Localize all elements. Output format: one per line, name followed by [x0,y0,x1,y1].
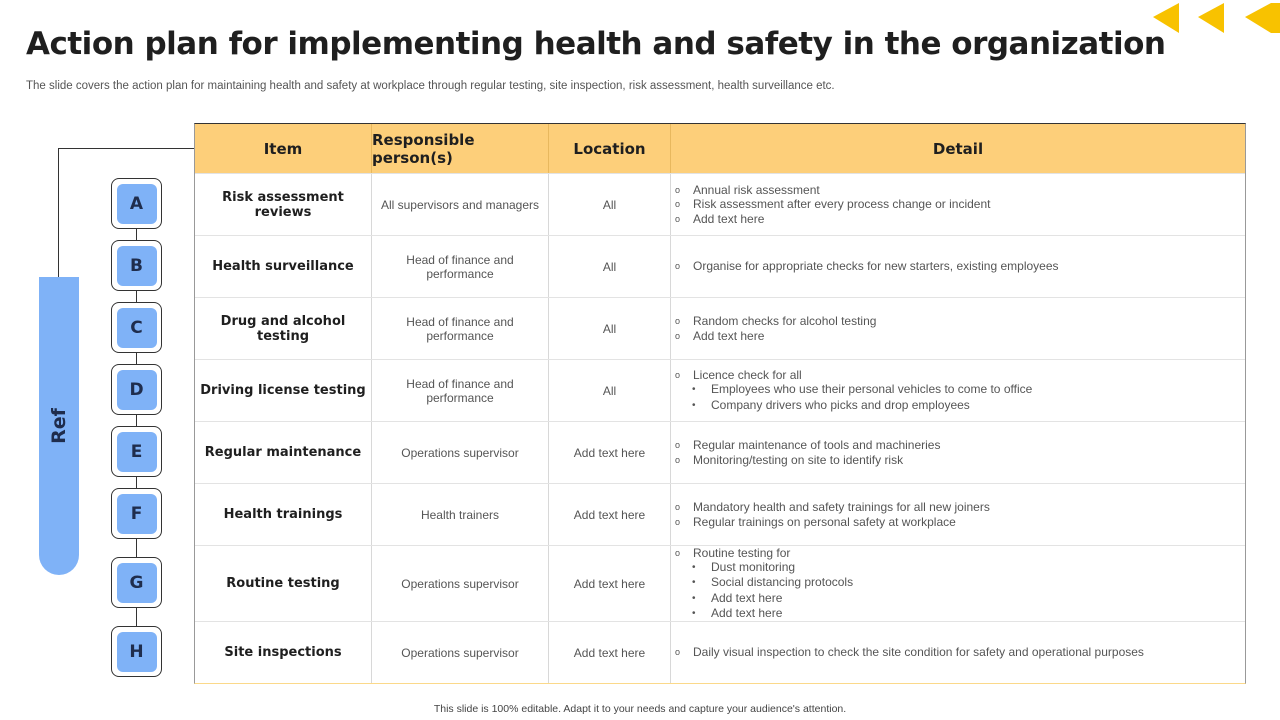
ref-badge [111,240,162,291]
item-cell: Risk assessment reviews [195,174,372,235]
bullet-icon: • [692,592,696,604]
responsible-cell: All supervisors and managers [372,174,549,235]
detail-list [675,438,940,467]
detail-text: Monitoring/testing on site to identify risk [693,452,904,467]
ref-badge [111,364,162,415]
detail-item [675,183,990,197]
detail-text: Annual risk assessment [693,183,820,198]
ref-letter: H [117,632,157,672]
detail-item [675,500,990,514]
detail-text: Add text here [711,590,783,605]
responsible-cell: Operations supervisor [372,546,549,621]
circle-bullet-icon: o [675,213,681,224]
bullet-icon: • [692,399,696,411]
ref-badge [111,626,162,677]
table-row [195,545,1245,621]
location-cell: Add text here [549,484,671,545]
responsible-cell: Health trainers [372,484,549,545]
header-item: Item [195,124,372,173]
circle-bullet-icon: o [675,199,681,210]
detail-item [675,398,1032,413]
ref-badge [111,302,162,353]
item-cell: Regular maintenance [195,422,372,483]
table-row [195,235,1245,297]
detail-text: Employees who use their personal vehicles to come to office [711,382,1033,397]
item-cell: Health surveillance [195,236,372,297]
detail-text: Random checks for alcohol testing [693,314,877,329]
slide-subtitle: The slide covers the action plan for maintaining health and safety at workplace through regular testing, site inspection, risk assessment, health surveillance etc. [26,80,835,92]
header-responsible: Responsible person(s) [372,124,549,173]
circle-bullet-icon: o [675,261,681,272]
detail-text: Dust monitoring [711,560,796,575]
table-body [195,173,1245,683]
header-detail: Detail [932,139,984,158]
detail-list [675,645,1144,659]
detail-item [675,606,853,621]
location-cell: All [549,236,671,297]
detail-cell [671,360,1245,421]
detail-item [675,212,990,226]
ref-letter: A [117,184,157,224]
detail-text: Company drivers who picks and drop employees [711,397,970,412]
detail-item [675,546,853,560]
ref-connector-vertical [58,148,59,278]
ref-connector-horizontal [58,148,194,149]
ref-letter: E [117,432,157,472]
circle-bullet-icon: o [675,454,681,465]
chevron-decoration-icon [1150,0,1280,36]
circle-bullet-icon: o [675,547,681,558]
left-arrow-icon [1245,3,1271,33]
detail-text: Add text here [693,211,765,226]
circle-bullet-icon: o [675,440,681,451]
table-row [195,621,1245,683]
detail-cell [671,484,1245,545]
detail-item [675,560,853,575]
table-header [195,124,1245,173]
detail-cell [671,236,1245,297]
left-arrow-icon [1198,3,1224,33]
circle-bullet-icon: o [675,185,681,196]
location-cell: Add text here [549,422,671,483]
ref-badge [111,488,162,539]
table-row [195,173,1245,235]
slide-footer: This slide is 100% editable. Adapt it to your needs and capture your audience's attention. [433,703,847,715]
circle-bullet-icon: o [675,647,681,658]
detail-text: Risk assessment after every process change or incident [693,197,991,212]
detail-item [675,438,940,452]
detail-item [675,453,940,467]
ref-label [39,277,79,575]
detail-item [675,314,876,328]
detail-list [675,500,990,529]
bullet-icon: • [692,577,696,589]
item-cell: Routine testing [195,546,372,621]
detail-cell [671,298,1245,359]
table-row [195,297,1245,359]
detail-list [675,314,876,343]
ref-badge [111,557,162,608]
detail-text: Add text here [693,328,765,343]
detail-item [675,515,990,529]
left-arrow-icon [1153,3,1179,33]
detail-item [675,259,1059,273]
table-row [195,359,1245,421]
detail-cell [671,622,1245,683]
detail-cell [671,422,1245,483]
ref-label-text: Ref [47,408,70,444]
location-cell: All [549,360,671,421]
circle-bullet-icon: o [675,516,681,527]
ref-letter: C [117,308,157,348]
ref-badge [111,178,162,229]
responsible-cell: Head of finance and performance [372,298,549,359]
detail-cell [671,546,1245,621]
detail-text: Routine testing for [693,545,791,560]
location-cell: Add text here [549,546,671,621]
location-cell: All [549,298,671,359]
responsible-cell: Operations supervisor [372,622,549,683]
ref-letter: F [117,494,157,534]
detail-item [675,368,1032,382]
action-plan-table [194,123,1246,684]
detail-text: Daily visual inspection to check the site condition for safety and operational purposes [693,645,1144,660]
responsible-cell: Head of finance and performance [372,236,549,297]
item-cell: Site inspections [195,622,372,683]
circle-bullet-icon: o [675,502,681,513]
detail-item [675,197,990,211]
location-cell: All [549,174,671,235]
ref-letter: B [117,246,157,286]
responsible-cell: Head of finance and performance [372,360,549,421]
header-location: Location [549,124,671,173]
slide-title: Action plan for implementing health and safety in the organization [26,26,1166,62]
table-row [195,483,1245,545]
detail-item [675,329,876,343]
detail-cell [671,174,1245,235]
detail-list [675,183,990,226]
detail-text: Organise for appropriate checks for new starters, existing employees [693,259,1059,274]
detail-list [675,368,1032,413]
detail-list [675,546,853,621]
detail-item [675,591,853,606]
detail-list [675,259,1059,273]
location-cell: Add text here [549,622,671,683]
bullet-icon: • [692,607,696,619]
circle-bullet-icon: o [675,316,681,327]
detail-text: Regular maintenance of tools and machineries [693,438,941,453]
ref-badge [111,426,162,477]
detail-text: Licence check for all [693,368,802,383]
responsible-cell: Operations supervisor [372,422,549,483]
item-cell: Driving license testing [195,360,372,421]
ref-letter: G [117,563,157,603]
detail-item [675,382,1032,397]
detail-text: Regular trainings on personal safety at workplace [693,514,956,529]
detail-text: Social distancing protocols [711,575,854,590]
detail-item [675,645,1144,659]
item-cell: Drug and alcohol testing [195,298,372,359]
circle-bullet-icon: o [675,330,681,341]
bullet-icon: • [692,384,696,396]
circle-bullet-icon: o [675,370,681,381]
item-cell: Health trainings [195,484,372,545]
ref-letter: D [117,370,157,410]
detail-item [675,575,853,590]
bullet-icon: • [692,562,696,574]
table-row [195,421,1245,483]
detail-text: Mandatory health and safety trainings for all new joiners [693,500,990,515]
detail-text: Add text here [711,605,783,620]
